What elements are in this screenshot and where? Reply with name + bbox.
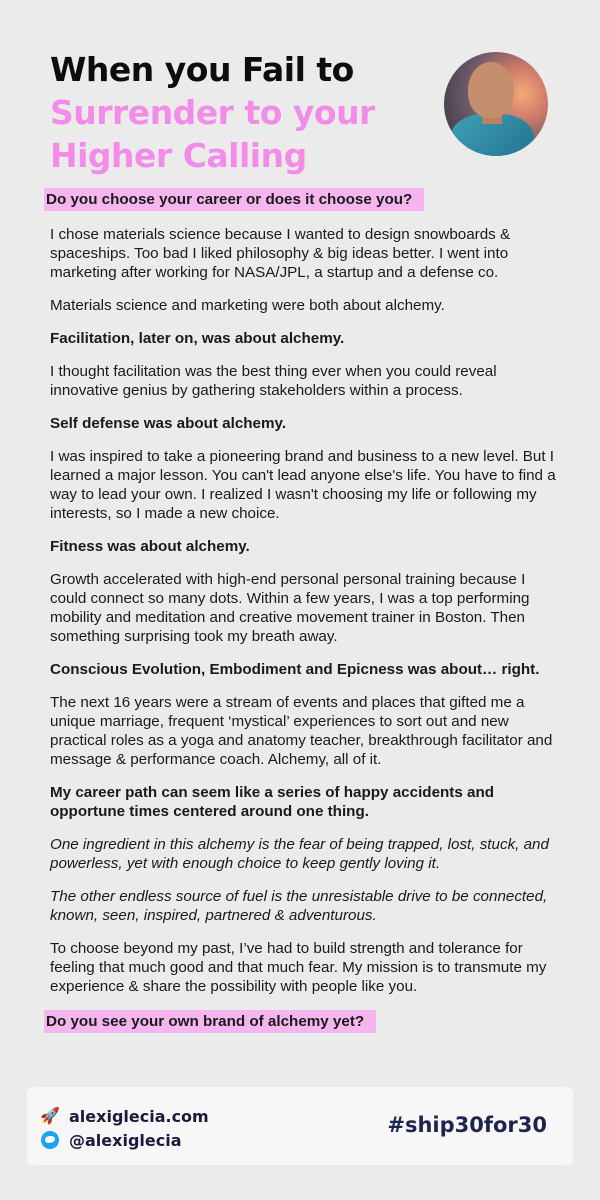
paragraph: Materials science and marketing were both about alchemy. xyxy=(50,297,445,314)
paragraph: I was inspired to take a pioneering brand and business to a new level. But I learned a major lesson. You can't lead anyone else's life. You have to find a way to lead your own. I realized I wasn't choosing my life or following my interests, so I made a new choice. xyxy=(50,448,556,522)
italic-paragraph: One ingredient in this alchemy is the fear of being trapped, lost, stuck, and powerless, yet with enough choice to keep gently loving it. xyxy=(50,836,549,872)
page-title xyxy=(50,48,375,177)
paragraph: To choose beyond my past, I’ve had to build strength and tolerance for feeling that much good and that much fear. My mission is to transmute my experience & share the possibility with people like you. xyxy=(50,940,547,995)
title-line-3: Higher Calling xyxy=(50,136,307,175)
section-heading: Fitness was about alchemy. xyxy=(50,538,250,555)
twitter-bird-icon xyxy=(39,1130,61,1150)
rocket-icon: 🚀 xyxy=(40,1108,60,1125)
paragraph: The next 16 years were a stream of events and places that gifted me a unique marriage, frequent ‘mystical’ experiences to sort out and new practical roles as a yoga and anatomy teacher, breakthrough facilitator and message & performance coach. Alchemy, all of it. xyxy=(50,694,553,768)
title-line-2: Surrender to your xyxy=(50,93,375,132)
article-body xyxy=(46,188,560,1033)
title-line-1: When you Fail to xyxy=(50,50,354,89)
section-heading: Self defense was about alchemy. xyxy=(50,415,287,432)
paragraph: I chose materials science because I wanted to design snowboards & spaceships. Too bad I liked philosophy & big ideas better. I went into marketing after working for NASA/JPL, a startup and a defense co. xyxy=(50,226,511,281)
footer-card xyxy=(27,1087,573,1165)
hashtag: #ship30for30 xyxy=(387,1113,547,1137)
twitter-handle: @alexiglecia xyxy=(69,1130,182,1150)
paragraph: I thought facilitation was the best thing ever when you could reveal innovative genius by gathering stakeholders within a process. xyxy=(50,363,497,399)
website-link[interactable] xyxy=(39,1104,209,1128)
twitter-link[interactable] xyxy=(39,1128,209,1152)
section-heading: Facilitation, later on, was about alchemy. xyxy=(50,330,345,347)
paragraph: Growth accelerated with high-end personal personal training because I could connect so many dots. Within a few years, I was a top performing mobility and meditation and creative movement trainer in Boston. Then something surprising took my breath away. xyxy=(50,571,530,645)
avatar-face xyxy=(468,62,514,118)
question-highlight-top: Do you choose your career or does it choose you? xyxy=(44,188,424,211)
section-heading: My career path can seem like a series of happy accidents and opportune times centered around one thing. xyxy=(50,784,495,820)
italic-paragraph: The other endless source of fuel is the unresistable drive to be connected, known, seen, inspired, partnered & adventurous. xyxy=(50,888,548,924)
footer-links xyxy=(39,1104,209,1152)
website-text: alexiglecia.com xyxy=(69,1106,209,1126)
question-highlight-bottom: Do you see your own brand of alchemy yet? xyxy=(44,1010,376,1033)
section-heading: Conscious Evolution, Embodiment and Epicness was about… right. xyxy=(50,661,540,678)
avatar xyxy=(444,52,548,156)
